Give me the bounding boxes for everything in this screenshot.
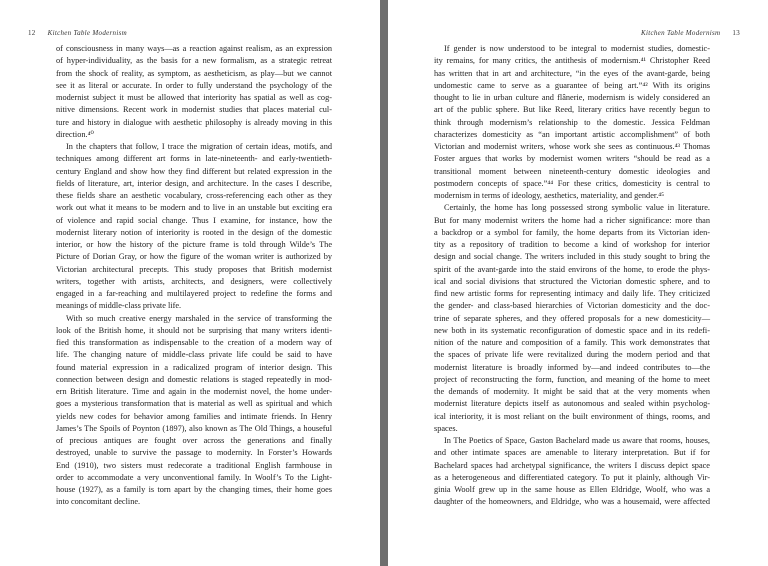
- text-line: found material expression in a radicalized program of interior design. This: [56, 362, 332, 372]
- text-line: Foster argues that works by modernist women writers “should be read as a: [434, 154, 710, 164]
- text-line: of violence and rapid social change. Thus I examine, for instance, how the: [56, 215, 332, 225]
- text-line: art of the public sphere. But like Reed, literary critics have recently begun to: [434, 105, 710, 115]
- text-line: yields new codes for behavior among families and intimate friends. In Henry: [56, 411, 332, 421]
- text-line: writers, together with artists, architects, and designers, were collectively: [56, 276, 332, 286]
- text-line: Victorian and modernist writers, whose work she sees as continuous.⁴³ Thomas: [434, 142, 710, 151]
- text-line: Bachelard spaces had archetypal significance, the writers I discuss depict space: [434, 460, 710, 470]
- text-line: daughter of the homeowners, and Eldridge, who was a housemaid, were affected: [434, 497, 710, 507]
- text-line: characterizes domesticity as “an important artistic accomplishment” of both: [434, 129, 710, 139]
- text-line: life. The changing nature of middle-class private life could be said to have: [56, 350, 332, 360]
- text-line: design and social change. The writers included in this study sought to bring the: [434, 252, 710, 262]
- text-line: nition of the nature and composition of a family. This work demonstrates that: [434, 338, 710, 347]
- text-line: ern British literature. Time and again in the modernist novel, the home under-: [56, 387, 332, 396]
- text-line: and other intimate spaces are amenable to literary interpretation. But if for: [434, 448, 710, 458]
- text-line: the gender- and class-based hierarchies of Victorian domesticity and the doc-: [434, 301, 710, 311]
- text-line: Victorian architectural precepts. This study proposes that British modernist: [56, 264, 332, 274]
- text-line: spirit of the avant-garde into the staid environs of the home, to erode the phys-: [434, 264, 710, 274]
- text-line: Certainly, the home has long possessed strong symbolic value in literature.: [444, 203, 710, 213]
- left-page: [0, 0, 380, 566]
- text-line: project of reconstructing the form, function, and meaning of the home to meet: [434, 374, 710, 384]
- running-head-title: Kitchen Table Modernism: [47, 29, 127, 37]
- text-line: century England and show how they find different but related expression in the: [56, 166, 332, 176]
- running-head-title: Kitchen Table Modernism: [641, 29, 721, 37]
- text-line: fields of literature, art, interior design, and architecture. In the cases I describe,: [56, 178, 332, 188]
- text-line: nitive dimensions. Recent work in modernist studies that places material cul-: [56, 105, 332, 115]
- text-line: of consciousness in many ways—as a reaction against realism, as an expression: [56, 44, 332, 53]
- text-line: a backdrop or a symbol for family, the home departs from its Victorian iden-: [434, 227, 710, 237]
- running-head-right: [641, 29, 740, 37]
- text-line: has written that in art and architecture, “in the eyes of the avant-garde, being: [434, 68, 710, 78]
- text-line: direction.⁴⁰: [56, 129, 94, 139]
- text-line: connection between design and domestic relations is staged repeatedly in mod-: [56, 374, 332, 384]
- text-line: transitional moment between nineteenth-century domestic ideologies and: [434, 166, 710, 176]
- text-line: trine of separate spheres, and they offered proposals for a new domesticity—: [434, 313, 710, 323]
- text-line: see it as literal or accurate. In order to fully understand the psychology of the: [56, 80, 332, 90]
- text-line: modernist subject it must be allowed that interiority has spatial as well as cog-: [56, 93, 332, 102]
- body-text: [434, 43, 710, 509]
- text-line: modernism in terms of ideology, aesthetics, materiality, and gender.⁴⁵: [434, 191, 665, 200]
- text-line: ture and history in dialogue with aesthetic philosophy is already moving in this: [56, 117, 332, 127]
- page-number: 12: [28, 29, 36, 37]
- text-line: ity remains, for many critics, the antithesis of modernism.⁴¹ Christopher Reed: [434, 56, 710, 66]
- text-line: In the chapters that follow, I trace the migration of certain ideas, motifs, and: [66, 142, 332, 151]
- text-line: techniques among different art forms in late-nineteenth- and early-twentieth-: [56, 154, 332, 164]
- text-line: James’s The Spoils of Poynton (1897), also known as The Old Things, a houseful: [56, 423, 332, 433]
- page-number: 13: [732, 29, 740, 37]
- text-line: house (1927), as a family is torn apart by the changing times, their home goes: [56, 485, 332, 494]
- text-line: into concomitant decline.: [56, 497, 141, 507]
- text-line: as a heterogeneous and differentiated category. To put it plainly, although Vir-: [434, 472, 710, 482]
- body-text: [56, 43, 332, 509]
- text-line: work out what it means to be modern and to live in an unstable but exciting era: [56, 203, 332, 213]
- text-line: fied this transformation as indispensable to the creation of a modern way of: [56, 338, 332, 347]
- text-line: modernist literature depicts itself as autonomous and sealed within psycholog-: [434, 399, 710, 409]
- text-line: engaged in a far-reaching and multilayered project to redefine the forms and: [56, 289, 332, 298]
- text-line: With so much creative energy marshaled in the service of transforming the: [66, 313, 332, 323]
- text-line: destroyed, unable to survive the passage to modernity. In Forster’s Howards: [56, 448, 332, 458]
- text-line: If gender is now understood to be integral to modernist studies, domestic-: [444, 44, 710, 53]
- text-line: modernist literary notion of interiority is rooted in the design of the domestic: [56, 227, 332, 237]
- text-line: look of the British home, it should not be surprising that many writers identi-: [56, 325, 332, 335]
- text-line: thought to lie in urban culture and flânerie, modernism is widely considered an: [434, 93, 710, 102]
- text-line: ical and social divisions that structured the Victorian domestic sphere, and to: [434, 276, 710, 286]
- text-line: spaces.: [434, 423, 458, 433]
- text-line: find new artistic forms for representing intimacy and daily life. They criticized: [434, 289, 710, 298]
- text-line: modernist literature is broadly informed by—and indeed contributes to—the: [434, 362, 710, 372]
- text-line: ginia Woolf grew up in the same house as Ellen Eldridge, Woolf, who was a: [434, 485, 710, 494]
- text-line: tity as a repository of tradition to become a kind of workshop for interior: [434, 240, 710, 249]
- text-line: of hyper-individuality, as the basis for a new formalism, as a strategic retreat: [56, 56, 332, 66]
- text-line: think through modernism’s relationship to the domestic. Jessica Feldman: [434, 117, 710, 127]
- text-line: But for many modernist writers the home had a richer significance: more than: [434, 215, 710, 225]
- text-line: undomestic came to serve as a guarantee of being art.”⁴² With its origins: [434, 80, 710, 90]
- text-line: Picture of Dorian Gray, or how the figure of the woman writer is authorized by: [56, 252, 332, 262]
- text-line: order to accommodate a very unconventional family. In Woolf’s To the Light-: [56, 472, 332, 482]
- text-line: goes a mysterious transformation that is material as well as spiritual and which: [56, 399, 332, 409]
- text-line: postmodern concepts of space.”⁴⁴ For these critics, domesticity is central to: [434, 178, 710, 188]
- text-line: meanings of middle-class private life.: [56, 301, 182, 311]
- text-line: the spaces of private life were revitalized during the modern period and that: [434, 350, 710, 360]
- text-line: End (1910), two sisters must redecorate a traditional English farmhouse in: [56, 460, 332, 470]
- text-line: new both in its systematic reconfiguration of domestic space and in its redefi-: [434, 325, 710, 335]
- text-line: of precious antiques are fought over across the generations and finally: [56, 436, 332, 445]
- text-line: the demands of modernity. It might be said that at the very moments when: [434, 387, 710, 396]
- text-line: ical interiority, it is most reliant on the built environment of things, rooms, and: [434, 411, 710, 421]
- text-line: these fields share an aesthetic vocabulary, cross-referencing each other as they: [56, 191, 332, 200]
- text-line: from the shock of reality, as symptom, as aestheticism, as play—but we cannot: [56, 68, 332, 78]
- text-line: interior, or how the history of the picture frame is told through Wilde’s The: [56, 240, 332, 249]
- text-line: In The Poetics of Space, Gaston Bachelard made us aware that rooms, houses,: [444, 436, 710, 445]
- running-head-left: [28, 29, 127, 37]
- right-page: [388, 0, 768, 566]
